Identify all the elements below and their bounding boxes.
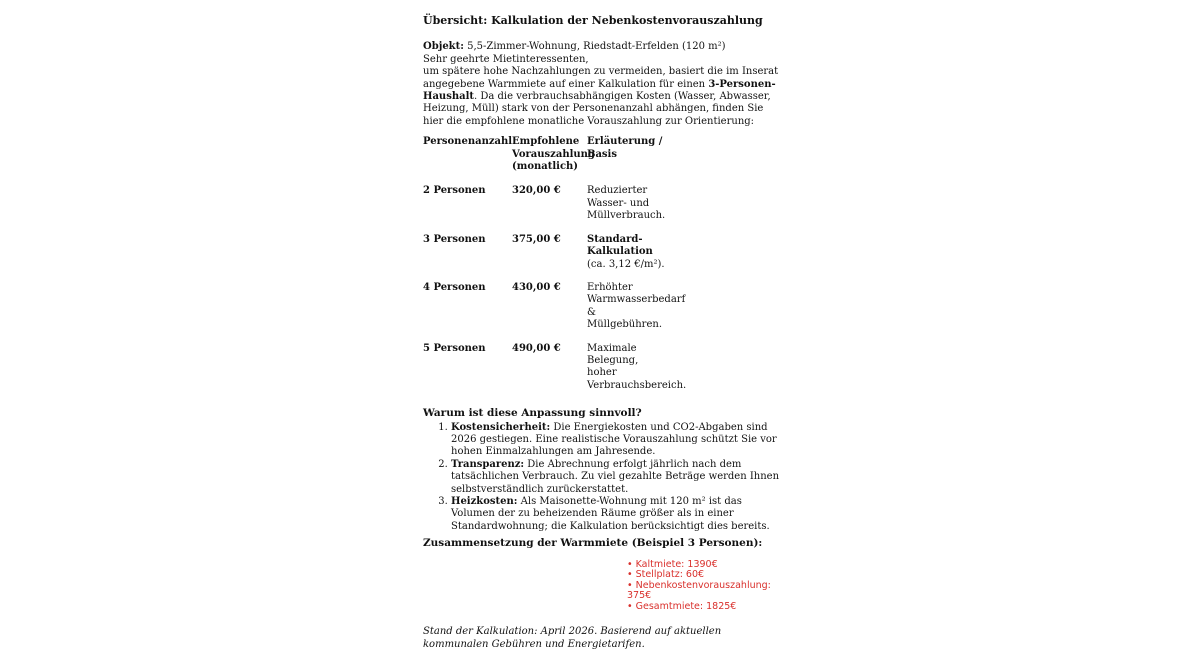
salutation: Sehr geehrte Mietinteressenten, [423,53,589,65]
table-row-note-bold: Standard-Kalkulation [587,233,653,258]
object-text: 5,5-Zimmer-Wohnung, Riedstadt-Erfelden (120 m²) [463,41,726,53]
table-row-note [587,281,686,343]
reason-label: Kostensicherheit: [451,421,551,433]
table-header-note: Erläuterung / Basis [587,136,663,160]
intro-paragraph [423,66,783,128]
table-row-note-text: Erhöhter Warmwasserbedarf & Müllgebühren. [587,281,686,331]
breakdown-line: • Nebenkostenvorauszahlung: 375€ [627,579,771,602]
table-row-note-text: (ca. 3,12 €/m²). [587,258,665,270]
reason-label: Heizkosten: [451,496,518,507]
table-row-amount: 430,00 € [512,281,561,293]
table-row-note [587,185,667,233]
table-row-persons: 3 Personen [423,233,486,245]
table-row-persons: 5 Personen [423,342,486,354]
table-row-amount: 375,00 € [512,233,561,245]
reason-text: Als Maisonette-Wohnung mit 120 m² ist das Volumen der zu beheizenden Räume größer als in einer Standardwohnung; die Kalkulation berücksichtigt dies bereits. [451,496,770,532]
table-header-amount: Empfohlene Vorauszahlung (monatlich) [512,136,595,173]
intro-bold: 3-Personen-Haushalt [423,78,776,103]
reason-label: Transparenz: [451,458,525,470]
footer-note: Stand der Kalkulation: April 2026. Basierend auf aktuellen kommunalen Gebühren und Energietarifen. [423,626,722,650]
table-row-amount: 320,00 € [512,185,561,197]
breakdown-line: • Kaltmiete: 1390€ [627,558,718,570]
document [423,15,783,651]
table-row-note [587,234,667,282]
table-row-persons: 2 Personen [423,185,486,197]
object-label: Objekt: [423,41,464,53]
list-item [451,496,783,533]
reason-text: Die Energiekosten und CO2-Abgaben sind 2026 gestiegen. Eine realistische Vorauszahlung schützt Sie vor hohen Einmalzahlungen am Jahresende. [451,421,777,458]
reasons-heading: Warum ist diese Anpassung sinnvoll? [423,407,642,420]
table-header-persons: Personenanzahl [423,136,513,148]
table-row-amount: 490,00 € [512,342,561,354]
breakdown-line: • Gesamtmiete: 1825€ [627,600,737,612]
table-row-note [587,342,687,404]
intro-part-2: . Da die verbrauchsabhängigen Kosten (Wasser, Abwasser, Heizung, Müll) stark von der Personenanzahl abhängen, finden Sie hier die empfohlene monatliche Vorauszahlung zur Orientierung: [423,91,771,127]
intro-part-1: um spätere hohe Nachzahlungen zu vermeiden, basiert die im Inserat angegebene Warmmiete auf einer Kalkulation für einen [423,66,779,90]
list-item [451,459,783,496]
list-item [451,422,783,459]
cost-table [423,136,783,403]
table-row-note-text: Reduzierter Wasser- und Müllverbrauch. [587,185,666,222]
breakdown-line: • Stellplatz: 60€ [627,569,705,581]
document-title: Übersicht: Kalkulation der Nebenkostenvorauszahlung [423,14,763,27]
rent-breakdown [627,560,783,613]
object-line [423,41,783,53]
table-row-note-text: Maximale Belegung, hoher Verbrauchsbereich. [587,342,687,391]
table-row-persons: 4 Personen [423,281,486,293]
composition-heading: Zusammensetzung der Warmmiete (Beispiel 3 Personen): [423,537,763,550]
reasons-list [423,422,783,534]
reason-text: Die Abrechnung erfolgt jährlich nach dem tatsächlichen Verbrauch. Zu viel gezahlte Beträge werden Ihnen selbstverständlich zurückerstattet. [451,458,780,495]
